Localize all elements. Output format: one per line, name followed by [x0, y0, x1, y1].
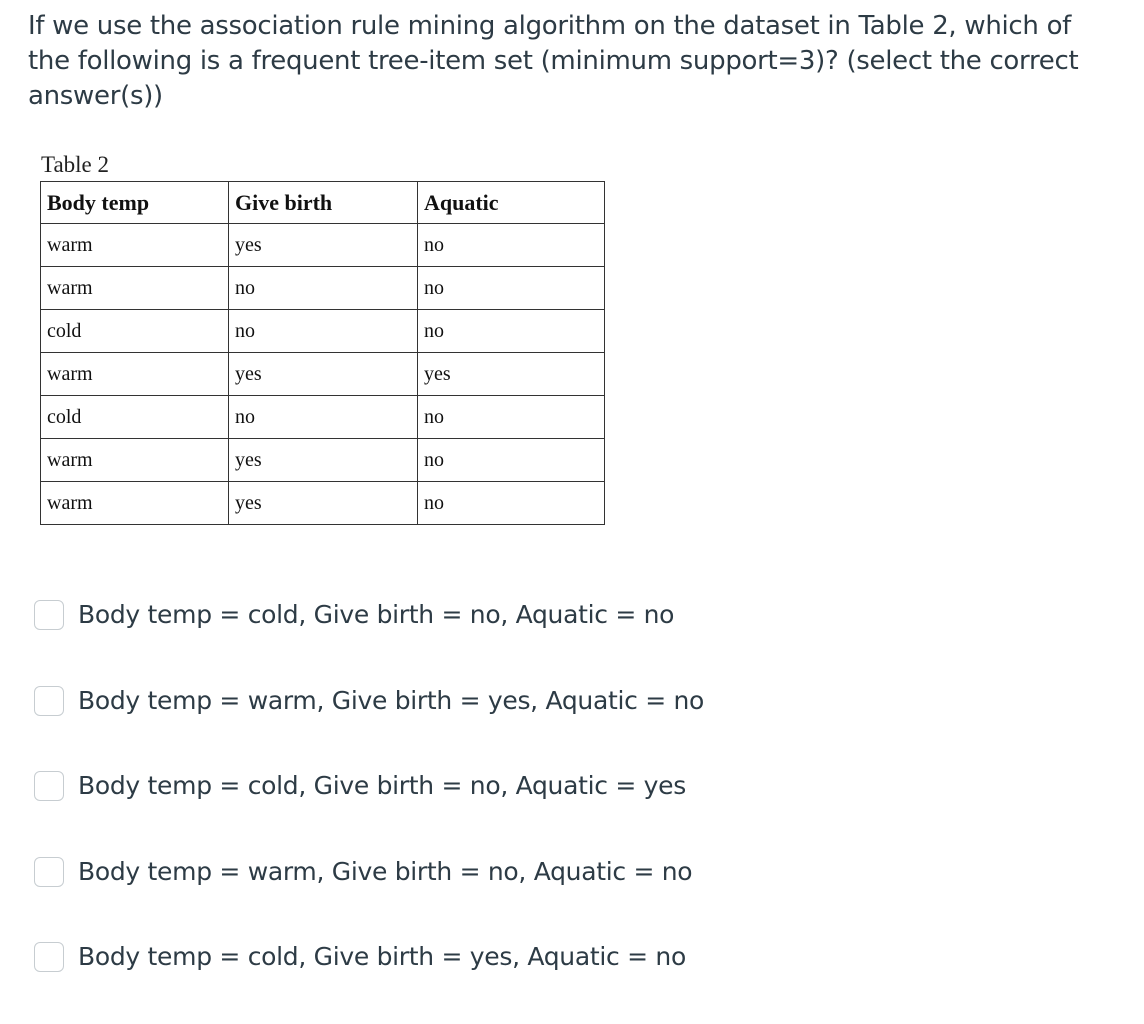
table-cell: yes	[229, 353, 418, 396]
answer-option[interactable]	[34, 682, 704, 768]
answer-option-label[interactable]: Body temp = cold, Give birth = yes, Aquatic = no	[78, 942, 686, 971]
answer-checkbox[interactable]	[34, 686, 64, 716]
table-cell: warm	[41, 224, 229, 267]
column-header-give-birth: Give birth	[229, 182, 418, 224]
data-table	[40, 181, 605, 525]
answer-option-label[interactable]: Body temp = warm, Give birth = no, Aquatic = no	[78, 856, 693, 886]
answer-option-label[interactable]: Body temp = warm, Give birth = yes, Aquatic = no	[78, 685, 705, 715]
column-header-aquatic: Aquatic	[418, 182, 605, 224]
table-row	[41, 482, 605, 525]
answer-checkbox[interactable]	[34, 600, 64, 630]
table-row	[41, 353, 605, 396]
answer-options	[34, 596, 704, 1024]
column-header-body-temp: Body temp	[41, 182, 229, 224]
table-cell: no	[418, 224, 605, 267]
answer-checkbox[interactable]	[34, 857, 64, 887]
table-block	[40, 148, 605, 525]
answer-option[interactable]	[34, 767, 704, 853]
table-cell: warm	[41, 267, 229, 310]
table-cell: warm	[41, 482, 229, 525]
table-row	[41, 310, 605, 353]
table-cell: cold	[41, 396, 229, 439]
table-cell: no	[418, 396, 605, 439]
table-cell: no	[418, 310, 605, 353]
answer-option-label[interactable]: Body temp = cold, Give birth = no, Aquatic = yes	[78, 771, 686, 800]
table-cell: yes	[418, 353, 605, 396]
answer-checkbox[interactable]	[34, 771, 64, 801]
table-cell: no	[418, 439, 605, 482]
table-cell: no	[229, 267, 418, 310]
table-cell: yes	[229, 482, 418, 525]
answer-checkbox[interactable]	[34, 942, 64, 972]
table-cell: no	[229, 396, 418, 439]
table-cell: no	[229, 310, 418, 353]
table-cell: no	[418, 267, 605, 310]
table-row	[41, 224, 605, 267]
table-cell: warm	[41, 353, 229, 396]
table-row	[41, 439, 605, 482]
table-caption: Table 2	[41, 152, 110, 177]
table-row	[41, 396, 605, 439]
answer-option[interactable]	[34, 853, 704, 939]
answer-option[interactable]	[34, 596, 704, 682]
table-cell: yes	[229, 439, 418, 482]
table-cell: cold	[41, 310, 229, 353]
answer-option-label[interactable]: Body temp = cold, Give birth = no, Aquatic = no	[78, 600, 675, 629]
table-cell: yes	[229, 224, 418, 267]
table-header-row	[41, 182, 605, 224]
table-row	[41, 267, 605, 310]
answer-option[interactable]	[34, 938, 704, 1024]
table-cell: warm	[41, 439, 229, 482]
table-cell: no	[418, 482, 605, 525]
question-text: If we use the association rule mining algorithm on the dataset in Table 2, which of the following is a frequent tree-item set (minimum support=3)? (select the correct answer(s))	[28, 11, 1079, 111]
